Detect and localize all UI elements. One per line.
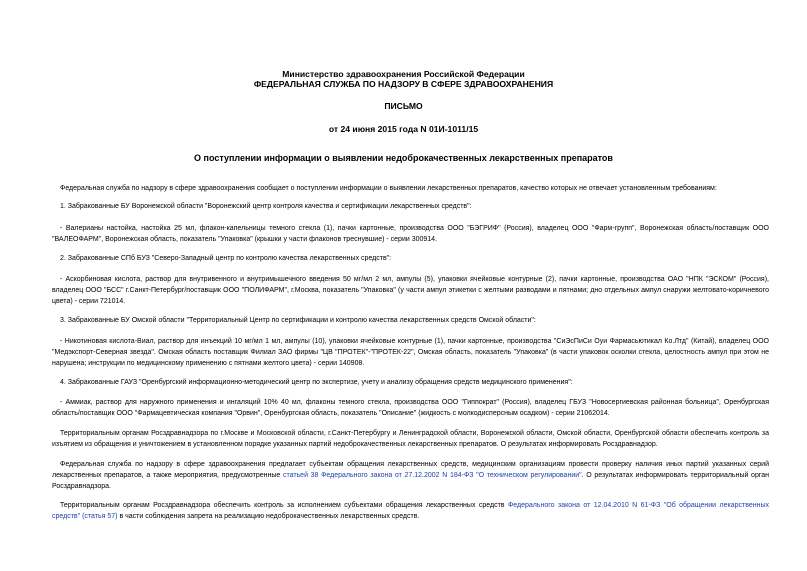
section-1-item: - Валерианы настойка, настойка 25 мл, флакон-капельницы темного стекла (1), пачки картонные, производства ООО "БЭГРИФ" (Россия), владелец ООО "Фарм-групп", Воронежская область/поставщик ООО "ВАЛЕОФАРМ", Воронежская область, показатель "Упаковка" (крышки у части флаконов треснувшие) - серии 300914. xyxy=(52,225,769,243)
section-3-heading: 3. Забракованные БУ Омской области "Территориальный Центр по сертификации и контролю качества лекарственных средств Омской области": xyxy=(60,317,536,324)
paragraph-text: Территориальным органам Росздравнадзора обеспечить контроль за исполнением субъектами обращения лекарственных средств xyxy=(60,502,508,509)
section-2-heading: 2. Забракованные СПб БУЗ "Северо-Западный центр по контролю качества лекарственных средств": xyxy=(60,255,392,262)
paragraph-text: в части соблюдения запрета на реализацию недоброкачественных лекарственных средств. xyxy=(117,513,420,520)
section-4-item: - Аммиак, раствор для наружного применения и ингаляций 10% 40 мл, флаконы темного стекла, производства ООО "Гиппократ" (Россия), владелец ГБУЗ "Новосергиевская районная больница", Оренбургская область/поставщик ООО "Фармацевтическая компания "Орвин", Оренбургская область, показатель "Описание" (жидкость с молкодисперсным осадком) - серии 21062014. xyxy=(52,399,769,417)
paragraph-territorial-control: Территориальным органам Росздравнадзора по г.Москве и Московской области, г.Санкт-Петербургу и Ленинградской области, Воронежской области, Омской области, Оренбургской области обеспечить контроль за изъятием из обращения и уничтожением в установленном порядке указанных партий недоброкачественных лекарственных препаратов. О результатах информировать Росздравнадзор. xyxy=(52,430,769,448)
document-date-number: от 24 июня 2015 года N 01И-1011/15 xyxy=(328,124,479,134)
document-type: ПИСЬМО xyxy=(384,101,423,111)
paragraph-text: . О результатах информировать территориальный орган Росздравнадзора. xyxy=(52,472,769,490)
law-61-fz-link[interactable]: Федерального закона от 12.04.2010 N 61-ФЗ "Об обращении лекарственных средств" xyxy=(52,502,769,520)
law-184-fz-link[interactable]: статьей 38 Федерального закона от 27.12.2002 N 184-ФЗ "О техническом регулировании" xyxy=(282,472,582,479)
ministry-name: Министерство здравоохранения Российской Федерации xyxy=(282,69,525,79)
intro-paragraph: Федеральная служба по надзору в сфере здравоохранения сообщает о поступлении информации о выявлении лекарственных препаратов, качество которых не отвечает установленным требованиям: xyxy=(60,185,717,192)
service-name: ФЕДЕРАЛЬНАЯ СЛУЖБА ПО НАДЗОРУ В СФЕРЕ ЗДРАВООХРАНЕНИЯ xyxy=(253,79,554,89)
section-2-item: - Аскорбиновая кислота, раствор для внутривенного и внутримышечного введения 50 мг/мл 2 мл, ампулы (5), упаковки ячейковые контурные (2), пачки картонные, производства ОАО "НПК "ЭСКОМ" (Россия), владелец ООО "БСС" г.Санкт-Петербург/поставщик ООО "ПОЛИФАРМ", г.Москва, показатель "Упаковка" (у части ампул этикетки с желтыми разводами и пятнами; дно отдельных ампул снаружи желтовато-коричневого цвета) - серии 721014. xyxy=(52,276,769,305)
section-4-heading: 4. Забракованные ГАУЗ "Оренбургский информационно-методический центр по экспертизе, учету и анализу обращения средств медицинского применения": xyxy=(60,379,573,386)
paragraph-text: Федеральная служба по надзору в сфере здравоохранения предлагает субъектам обращения лекарственных средств, медицинским организациям провести проверку наличия иных партий указанных серий лекарственных препаратов, а также мероприятия, предусмотренные xyxy=(52,461,769,479)
article-57-link[interactable]: (статья 57) xyxy=(82,513,118,520)
section-3-item: - Никотиновая кислота-Виал, раствор для инъекций 10 мг/мл 1 мл, ампулы (10), упаковки ячейковые контурные (1), пачки картонные, производства "СиЭсПиСи Оуи Фармасьютикал Ко.Лтд" (Китай), владелец ООО "Медэкспорт-Северная звезда". Омская область поставщик Филиал ЗАО фирмы "ЦВ "ПРОТЕК"-"ПРОТЕК-22", Омская область, показатель "Упаковка" (в части упаковок осколки стекла, целостность ампул при этом не нарушена; инструкции по медицинскому применению с пятнами желтого цвета) - серии 140908. xyxy=(52,338,769,367)
section-1-heading: 1. Забракованные БУ Воронежской области "Воронежский центр контроля качества и сертификации лекарственных средств": xyxy=(60,203,472,210)
paragraph-federal-service xyxy=(52,459,769,492)
paragraph-enforcement xyxy=(52,500,769,522)
page-title: О поступлении информации о выявлении недоброкачественных лекарственных препаратов xyxy=(194,153,613,163)
